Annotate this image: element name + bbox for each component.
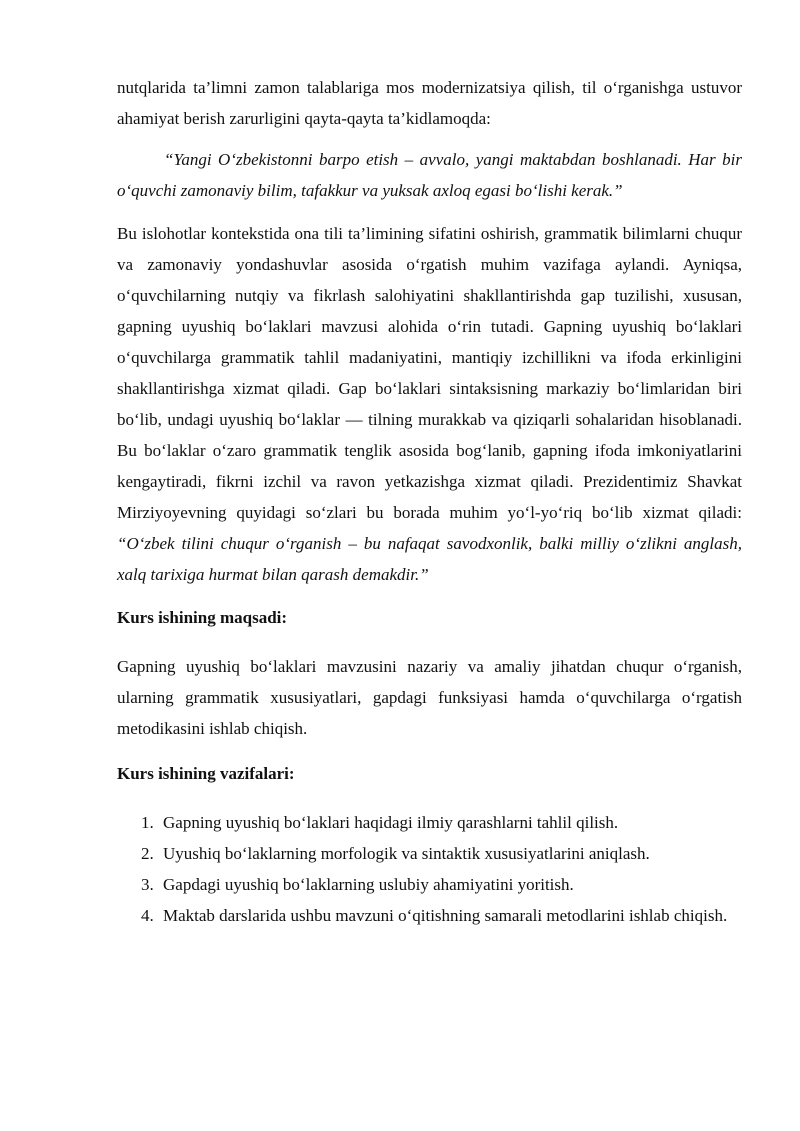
main-paragraph — [117, 218, 742, 590]
list-item — [117, 900, 742, 931]
list-item-text: Maktab darslarida ushbu mavzuni o‘qitishning samarali metodlarini ishlab chiqish. — [163, 906, 728, 925]
goal-paragraph: Gapning uyushiq bo‘laklari mavzusini nazariy va amaliy jihatdan chuqur o‘rganish, ularning grammatik xususiyatlari, gapdagi funksiyasi hamda o‘quvchilarga o‘rgatish metodikasini ishlab chiqish. — [117, 657, 742, 738]
list-item — [117, 869, 742, 900]
list-item-text: Uyushiq bo‘laklarning morfologik va sintaktik xususiyatlarini aniqlash. — [163, 844, 650, 863]
president-quote: “Yangi O‘zbekistonni barpo etish – avvalo, yangi maktabdan boshlanadi. Har bir o‘quvchi zamonaviy bilim, tafakkur va yuksak axloq egasi bo‘lishi kerak.” — [117, 150, 742, 200]
goal-heading: Kurs ishining maqsadi: — [117, 608, 288, 627]
tasks-heading: Kurs ishining vazifalari: — [117, 764, 295, 783]
list-item — [117, 838, 742, 869]
list-item-number: 2. — [141, 844, 154, 863]
intro-paragraph: nutqlarida ta’limni zamon talablariga mos modernizatsiya qilish, til o‘rganishga ustuvor ahamiyat berish zarurligini qayta-qayta ta’kidlamoqda: — [117, 78, 742, 128]
main-paragraph-text: Bu islohotlar kontekstida ona tili ta’limining sifatini oshirish, grammatik bilimlarni chuqur va zamonaviy yondashuvlar asosida o‘rgatish muhim vazifaga aylandi. Ayniqsa, o‘quvchilarning nutqiy va fikrlash salohiyatini shakllantirishda gap tuzilishi, xususan, gapning uyushiq bo‘laklari mavzusi alohida o‘rin tutadi. Gapning uyushiq bo‘laklari o‘quvchilarga grammatik tahlil madaniyatini, mantiqiy izchillikni va ifoda erkinligini shakllantirishga xizmat qiladi. Gap bo‘laklari sintaksisning markaziy bo‘limlaridan biri bo‘lib, undagi uyushiq bo‘laklar — tilning murakkab va qiziqarli sohalaridan hisoblanadi. Bu bo‘laklar o‘zaro grammatik tenglik asosida bog‘lanib, gapning ifoda imkoniyatlarini kengaytiradi, fikrni izchil va ravon yetkazishga xizmat qiladi. Prezidentimiz Shavkat Mirziyoyevning quyidagi so‘zlari bu borada muhim yo‘l-yo‘riq bo‘lib xizmat qiladi: — [117, 224, 742, 522]
list-item-text: Gapning uyushiq bo‘laklari haqidagi ilmiy qarashlarni tahlil qilish. — [163, 813, 619, 832]
main-paragraph-quote: “O‘zbek tilini chuqur o‘rganish – bu nafaqat savodxonlik, balki milliy o‘zlikni anglash, xalq tarixiga hurmat bilan qarash demakdir.” — [117, 534, 742, 584]
list-item-number: 1. — [141, 813, 154, 832]
document-page — [117, 72, 742, 931]
list-item-text: Gapdagi uyushiq bo‘laklarning uslubiy ahamiyatini yoritish. — [163, 875, 574, 894]
list-item-number: 3. — [141, 875, 154, 894]
list-item-number: 4. — [141, 906, 154, 925]
list-item — [117, 807, 742, 838]
tasks-list — [117, 807, 742, 931]
